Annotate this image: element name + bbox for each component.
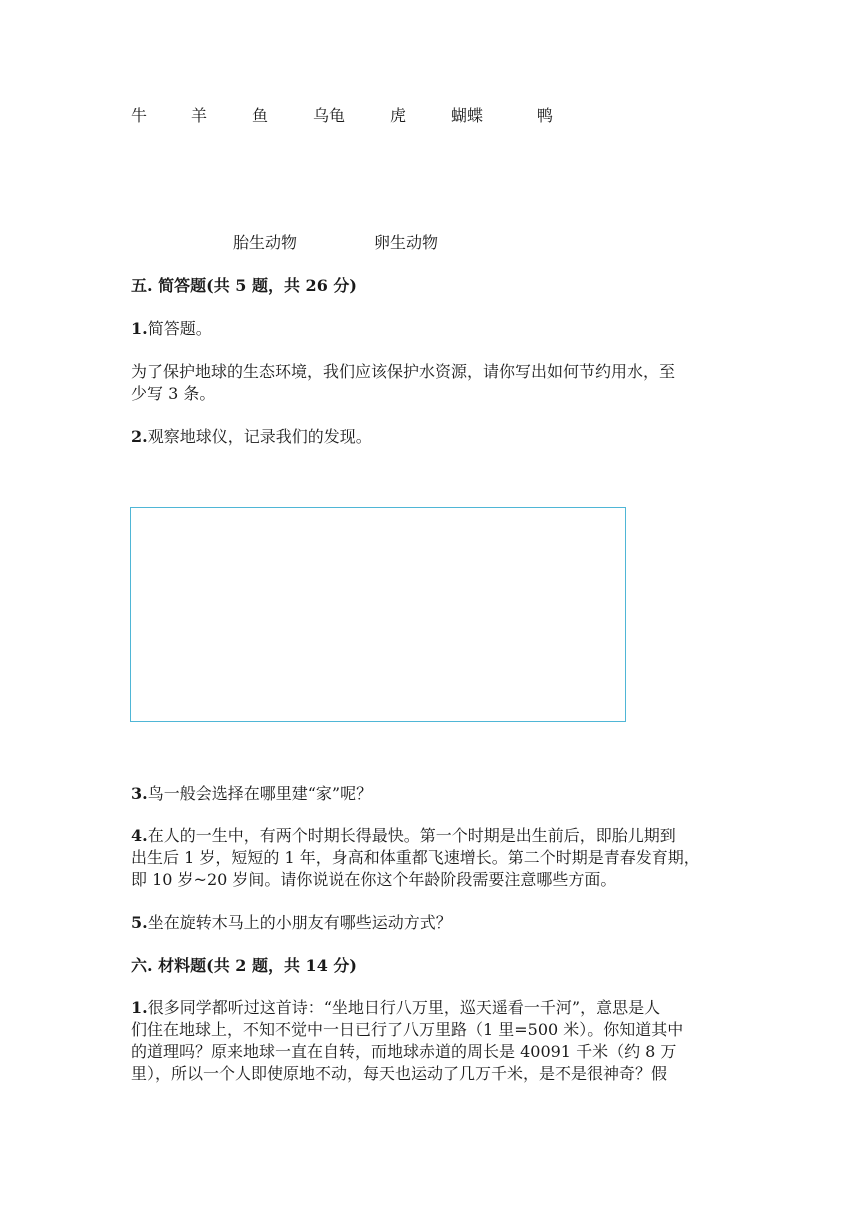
question-4-line-2: 出生后 1 岁，短短的 1 年，身高和体重都飞速增长。第二个时期是青春发育期， (131, 848, 700, 867)
question-number: 1. (131, 319, 148, 338)
question-4-line-3: 即 10 岁~20 岁间。请你说说在你这个年龄阶段需要注意哪些方面。 (131, 870, 617, 889)
question-number: 5. (131, 913, 148, 932)
animal-cow: 牛 (131, 106, 148, 125)
animal-butterfly: 蝴蝶 (451, 106, 484, 125)
material-text-line-1: 很多同学都听过这首诗：“坐地日行八万里，巡天遥看一千河”，意思是人 (147, 998, 661, 1017)
question-1 (131, 318, 212, 340)
category-oviparous: 卵生动物 (374, 233, 439, 252)
question-text-line-1: 在人的一生中，有两个时期长得最快。第一个时期是出生前后，即胎儿期到 (147, 826, 676, 845)
question-2 (131, 426, 372, 448)
material-1-line-2: 们住在地球上，不知不觉中一日已行了八万里路（1 里=500 米）。你知道其中 (131, 1020, 684, 1039)
section-6-heading: 六. 材料题(共 2 题，共 14 分) (131, 956, 357, 975)
question-text: 鸟一般会选择在哪里建“家”呢？ (147, 784, 373, 803)
animal-tiger: 虎 (390, 106, 407, 125)
animal-turtle: 乌龟 (313, 106, 346, 125)
animal-sheep: 羊 (191, 106, 208, 125)
question-5 (131, 912, 452, 934)
animal-duck: 鸭 (537, 106, 554, 125)
question-text: 坐在旋转木马上的小朋友有哪些运动方式？ (147, 913, 452, 932)
question-3 (131, 783, 372, 805)
question-number: 4. (131, 826, 148, 845)
material-1-line-3: 的道理吗？原来地球一直在自转，而地球赤道的周长是 40091 千米（约 8 万 (131, 1042, 677, 1061)
question-1-line-1: 为了保护地球的生态环境，我们应该保护水资源，请你写出如何节约用水，至 (131, 362, 676, 381)
question-text: 观察地球仪，记录我们的发现。 (147, 427, 372, 446)
question-number: 1. (131, 998, 148, 1017)
animal-fish: 鱼 (252, 106, 269, 125)
question-number: 3. (131, 784, 148, 803)
answer-box (130, 507, 626, 722)
category-viviparous: 胎生动物 (233, 233, 298, 252)
material-1 (131, 997, 660, 1019)
question-1-line-2: 少写 3 条。 (131, 384, 216, 403)
material-1-line-4: 里），所以一个人即使原地不动，每天也运动了几万千米，是不是很神奇？假 (131, 1064, 668, 1083)
section-5-heading: 五. 简答题(共 5 题，共 26 分) (131, 276, 357, 295)
question-title: 简答题。 (147, 319, 212, 338)
question-4 (131, 825, 676, 847)
question-number: 2. (131, 427, 148, 446)
